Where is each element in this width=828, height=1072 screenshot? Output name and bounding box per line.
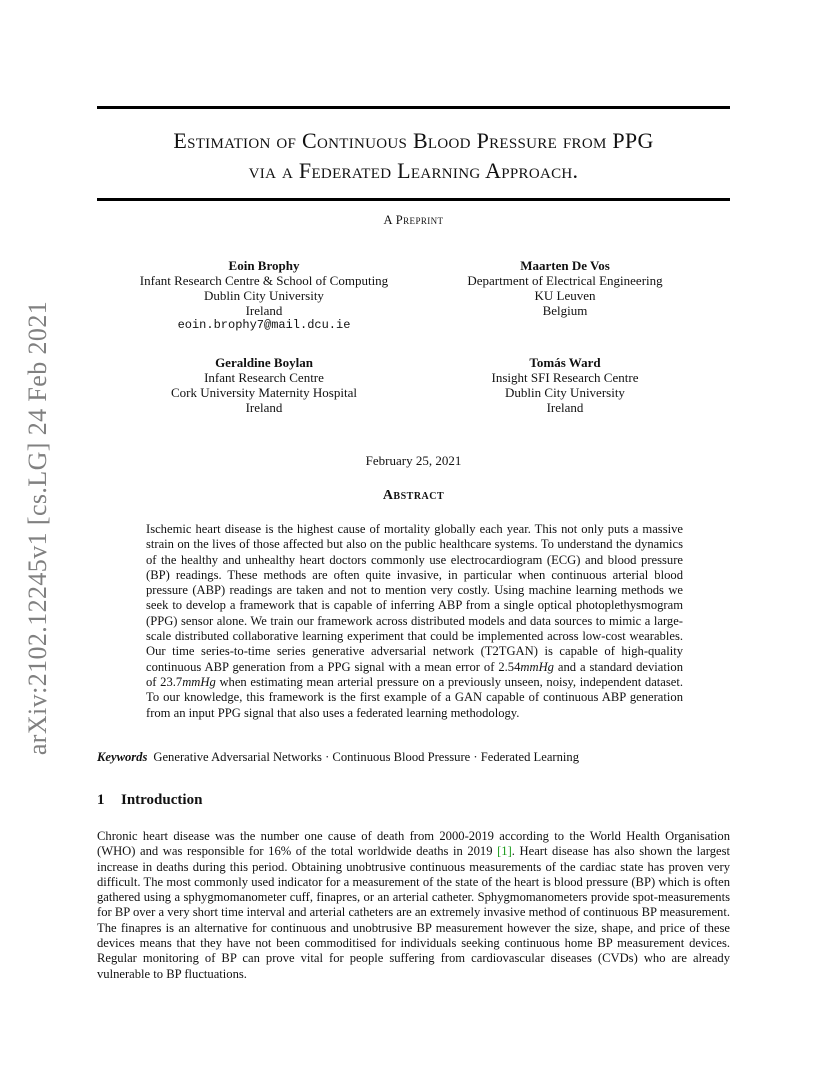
author-country: Belgium — [542, 303, 588, 318]
author-block-de-vos — [440, 258, 690, 318]
author-name: Tomás Ward — [529, 355, 601, 370]
math-unit: mmHg — [520, 659, 554, 674]
abstract-text: Ischemic heart disease is the highest cause of mortality globally each year. This not only puts a massive strain on the lives of those affected but also on the public healthcare systems. To understand the dynamics of the healthy and unhealthy heart doctors commonly use electrocardiogram (ECG) and blood pressure (BP) readings. These methods are often quite invasive, in particular when continuous arterial blood pressure (ABP) readings are taken and not to mention very costly. Using machine learning methods we seek to develop a framework that is capable of inferring ABP from a single optical photoplethysmogram (PPG) sensor alone. We train our framework across distributed models and data sources to mimic a large-scale distributed collaborative learning experiment that could be implemented across low-cost wearables. Our time series-to-time series generative adversarial network (T2TGAN) is capable of high-quality continuous ABP generation from a PPG signal with a mean error of 2.54mmHg and a standard deviation of 23.7mmHg when estimating mean arterial pressure on a previously unseen, noisy, independent dataset. To our knowledge, this framework is the first example of a GAN capable of continuous ABP generation from an input PPG signal that also uses a federated learning methodology. — [146, 522, 684, 720]
title-top-rule — [97, 106, 730, 109]
author-affiliation: Department of Electrical Engineering — [467, 273, 663, 288]
author-affiliation: Dublin City University — [204, 288, 324, 303]
math-value: 2.54 — [498, 659, 521, 674]
section-heading-introduction — [97, 792, 202, 809]
paper-title-line-1: Estimation of Continuous Blood Pressure from PPG — [173, 128, 654, 153]
author-country: Ireland — [546, 400, 584, 415]
arxiv-identifier-stamp: arXiv:2102.12245v1 [cs.LG] 24 Feb 2021 — [23, 300, 52, 756]
author-block-ward — [440, 355, 690, 415]
section-number: 1 — [97, 792, 105, 808]
author-block-boylan — [120, 355, 408, 415]
preprint-label: A Preprint — [383, 213, 444, 227]
title-bottom-rule — [97, 198, 730, 201]
paper-title-line-2: via a Federated Learning Approach. — [248, 158, 579, 183]
keywords-label: Keywords — [97, 750, 148, 764]
author-affiliation: Infant Research Centre — [204, 370, 324, 385]
author-country: Ireland — [245, 400, 283, 415]
author-affiliation: KU Leuven — [534, 288, 596, 303]
author-affiliation: Dublin City University — [505, 385, 625, 400]
author-name: Geraldine Boylan — [215, 355, 313, 370]
author-affiliation: Infant Research Centre & School of Computing — [139, 273, 389, 288]
math-unit: mmHg — [182, 674, 216, 689]
author-name: Eoin Brophy — [228, 258, 300, 273]
introduction-paragraph: Chronic heart disease was the number one cause of death from 2000-2019 according to the World Health Organisation (WHO) and was responsible for 16% of the total worldwide deaths in 2019 [1]. Heart disease has also shown the largest increase in deaths during this period. Obtaining unobtrusive continuous measurements of the cardiac state has proven very difficult. The most commonly used indicator for a measurement of the state of the heart is blood pressure (BP) which is often gathered using a sphygmomanometer cuff, finapres, or an arterial catheter. Sphygmomanometers provide spot-measurements for BP over a very short time interval and arterial catheters are an extremely invasive method of continuous BP measurement. The finapres is an alternative for continuous and unobtrusive BP measurement however the size, shape, and price of these devices means that they have not been commoditised for individuals seeking continuous home BP measurement devices. Regular monitoring of BP can prove vital for people suffering from cardiovascular diseases (CVDs) who are already vulnerable to BP fluctuations. — [97, 829, 730, 981]
author-email: eoin.brophy7@mail.dcu.ie — [177, 318, 351, 332]
section-title: Introduction — [121, 792, 203, 808]
abstract-heading: Abstract — [382, 488, 445, 503]
publication-date: February 25, 2021 — [365, 453, 462, 468]
author-block-brophy — [120, 258, 408, 333]
author-country: Ireland — [245, 303, 283, 318]
paper-title — [97, 126, 730, 186]
keywords-text: Generative Adversarial Networks · Continuous Blood Pressure · Federated Learning — [153, 750, 579, 764]
keywords-line — [97, 750, 730, 765]
author-affiliation: Cork University Maternity Hospital — [171, 385, 357, 400]
citation-link[interactable]: [1] — [497, 844, 512, 859]
author-affiliation: Insight SFI Research Centre — [491, 370, 639, 385]
author-name: Maarten De Vos — [520, 258, 610, 273]
math-value: 23.7 — [160, 674, 183, 689]
